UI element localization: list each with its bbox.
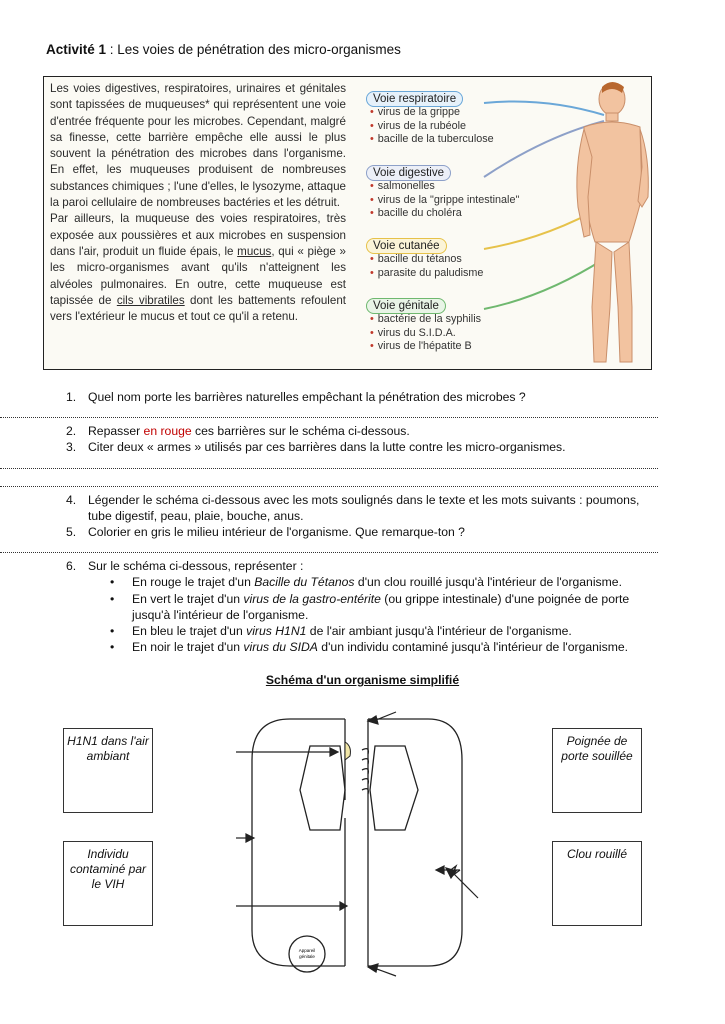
voie-label: Voie cutanée [366, 238, 447, 254]
answer-line[interactable] [0, 474, 658, 487]
mucus-icon [345, 742, 350, 760]
box-poignee: Poignée de porte souillée [552, 728, 642, 813]
voie-item: • parasite du paludisme [370, 267, 541, 281]
bullet-3 [66, 623, 658, 639]
question-text: Citer deux « armes » utilisés par ces barrières dans la lutte contre les micro-organismes. [88, 440, 566, 455]
q2-b: ces barrières sur le schéma ci-dessous. [191, 424, 410, 439]
bullet-b: (ou grippe intestinale) d'une poignée de porte jusqu'à l'intérieur de l'organisme. [132, 591, 630, 622]
bullet-dot: • [110, 575, 115, 590]
bullet-a: En rouge le trajet d'un [132, 575, 255, 590]
voie-label: Voie respiratoire [366, 91, 463, 107]
voie-label: Voie digestive [366, 165, 451, 181]
question-number: 4. [66, 492, 77, 507]
question-3 [66, 439, 658, 455]
question-number: 1. [66, 390, 77, 404]
q2-a: Repasser [88, 424, 144, 439]
bullet-b: de l'air ambiant jusqu'à l'intérieur de l'organisme. [306, 624, 572, 639]
voie-label: Voie génitale [366, 298, 446, 314]
bullet-italic: Bacille du Tétanos [254, 575, 355, 590]
appareil-label-1: Appareil [298, 948, 316, 953]
question-number: 6. [66, 559, 77, 574]
bullet-1 [66, 574, 658, 590]
organism-schema [0, 690, 725, 1024]
voie-item: • virus de la rubéole [370, 120, 541, 134]
question-number: 2. [66, 424, 77, 439]
title-bold: Activité 1 [46, 42, 107, 57]
bullet-b: d'un clou rouillé jusqu'à l'intérieur de l'organisme. [354, 575, 622, 590]
voie-item: • virus du S.I.D.A. [370, 327, 541, 341]
title-rest: : Les voies de pénétration des micro-organismes [106, 42, 401, 57]
box-clou: Clou rouillé [552, 841, 642, 926]
p2-a: Par ailleurs, la muqueuse des voies respiratoires, très exposée aux poussières et aux microbes en suspension dans l'air, produit un fluide épais, le [50, 212, 346, 258]
question-text: Quel nom porte les barrières naturelles empêchant la pénétration des microbes ? [88, 390, 526, 404]
question-text: Colorier en gris le milieu intérieur de l'organisme. Que remarque-ton ? [88, 525, 465, 540]
appareil-label-2: génitale [299, 954, 315, 959]
box-h1n1: H1N1 dans l'air ambiant [63, 728, 153, 813]
bullet-italic: virus du SIDA [243, 640, 318, 655]
question-text: Sur le schéma ci-dessous, représenter : [88, 559, 304, 574]
voie-item: • bactérie de la syphilis [370, 313, 541, 327]
bullet-dot: • [110, 591, 115, 606]
voie-item: • bacille du tétanos [370, 253, 541, 267]
arrow-plaie [454, 874, 478, 898]
answer-line[interactable] [0, 540, 658, 553]
bullet-italic: virus H1N1 [246, 624, 307, 639]
q2-red: en rouge [143, 424, 192, 439]
figure-illustration [44, 77, 651, 369]
answer-line[interactable] [0, 456, 658, 469]
p2-c: dont les battements refoulent vers l'extérieur le mucus et tout ce qu'il a retenu. [50, 293, 346, 324]
underlined-mucus: mucus [237, 244, 272, 258]
question-1 [66, 389, 658, 405]
bullet-a: En bleu le trajet d'un [132, 624, 247, 639]
bullet-italic: virus de la gastro-entérite [243, 591, 381, 606]
question-4 [66, 492, 658, 524]
bullet-dot: • [110, 640, 115, 655]
p2-b: , qui « piège » les micro-organismes avant qu'ils n'atteignent les alvéoles pulmonaires. En outre, cette muqueuse est tapissée de [50, 244, 346, 307]
lung-right [370, 746, 418, 830]
voie-item: • salmonelles [370, 180, 541, 194]
question-5 [66, 524, 658, 540]
box-individu: Individu contaminé par le VIH [63, 841, 153, 926]
question-2 [66, 423, 658, 439]
bullet-dot: • [110, 624, 115, 639]
figure-paragraph-1: Les voies digestives, respiratoires, urinaires et génitales sont tapissées de muqueuses* qui représentent une voie d'entrée fréquente pour les microbes. Cependant, malgré sa finesse, cette barrière empêche elle aussi le plus souvent la pénétration des microbes dans l'organisme. En effet, les muqueuses produisent de nombreuses substances chimiques ; l'une d'elles, le lysozyme, attaque la paroi cellulaire de nombreuses bactéries et les détruit. [50, 82, 346, 210]
question-6 [66, 558, 658, 574]
lung-left [300, 746, 345, 830]
question-number: 5. [66, 525, 77, 540]
underlined-cils: cils vibratiles [116, 293, 185, 307]
bullet-4 [66, 639, 658, 655]
voie-item: • virus de la "grippe intestinale" [370, 194, 541, 208]
voie-item: • virus de l'hépatite B [370, 340, 541, 354]
question-text: Légender le schéma ci-dessous avec les mots soulignés dans le texte et les mots suivants : poumons, tube digestif, peau, plaie, bouche, anus. [88, 492, 640, 523]
bullet-2 [66, 591, 658, 623]
voie-item: • virus de la grippe [370, 106, 541, 120]
bullet-b: d'un individu contaminé jusqu'à l'intérieur de l'organisme. [317, 640, 629, 655]
arrow-respiratoire [484, 102, 604, 116]
body-right-outline [368, 719, 462, 966]
schema-title: Schéma d'un organisme simplifié [265, 673, 460, 687]
arrow-genitale [484, 259, 604, 309]
bullet-a: En noir le trajet d'un [132, 640, 244, 655]
page-title [46, 42, 401, 57]
voie-item: • bacille de la tuberculose [370, 133, 541, 147]
voie-item: • bacille du choléra [370, 207, 541, 221]
answer-line[interactable] [0, 405, 658, 418]
bullet-a: En vert le trajet d'un [132, 591, 244, 606]
human-figure-icon [577, 82, 648, 362]
question-number: 3. [66, 440, 77, 455]
questions [66, 389, 658, 655]
document-figure [43, 76, 652, 370]
